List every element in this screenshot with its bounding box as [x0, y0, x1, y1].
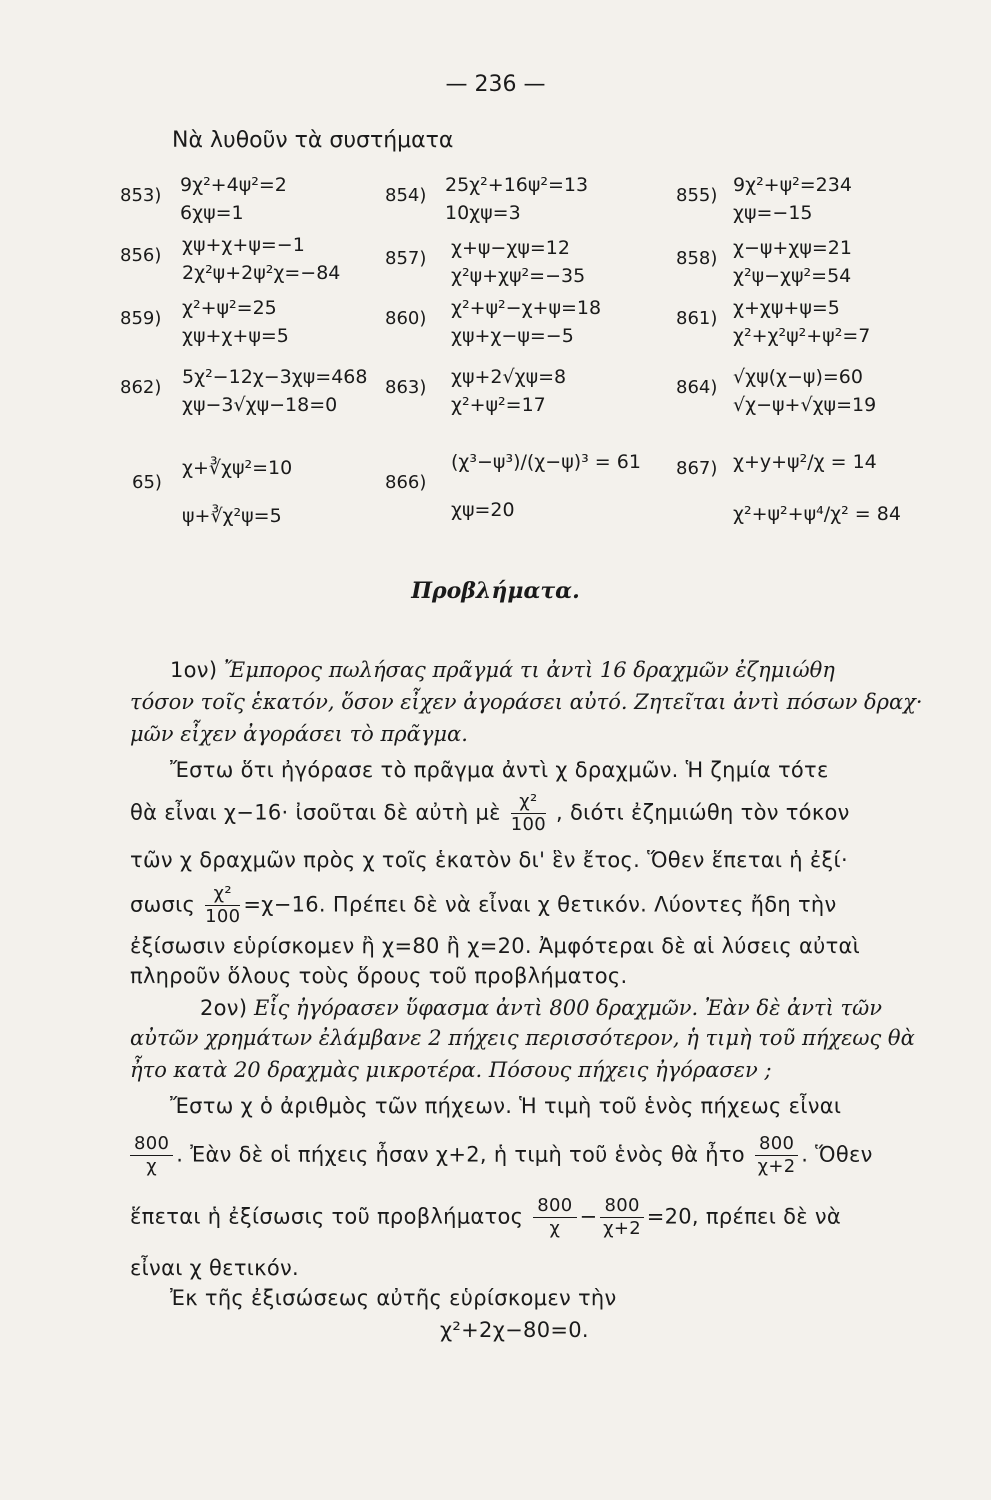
denominator: χ: [549, 1218, 561, 1239]
exercise-heading: Νὰ λυθοῦν τὰ συστήματα: [172, 128, 454, 153]
solution-2-line: [130, 1133, 873, 1178]
page-number: — 236 —: [445, 72, 546, 97]
fraction: [205, 883, 240, 928]
problem-1-line: [170, 655, 835, 686]
text: , διότι ἐζημιώθη τὸν τόκον: [556, 800, 850, 825]
solution-2-line: Ἔστω χ ὁ ἀριθμὸς τῶν πήχεων. Ἡ τιμὴ τοῦ ἑνὸς πήχεως εἶναι: [170, 1094, 842, 1118]
solution-1-line: πληροῦν ὅλους τοὺς ὅρους τοῦ προβλήματος.: [130, 964, 628, 988]
text: ἕπεται ἡ ἐξίσωσις τοῦ προβλήματος: [130, 1204, 524, 1229]
problem-1-line: τόσον τοῖς ἑκατόν, ὅσον εἶχεν ἀγοράσει αὐτό. Ζητεῖται ἀντὶ πόσων δραχ·: [130, 690, 923, 714]
fraction: [130, 1133, 173, 1178]
equation: 6χψ=1: [180, 202, 244, 224]
numerator: 800: [600, 1195, 643, 1218]
text: . Ὅθεν: [801, 1142, 873, 1167]
system-number: 856): [120, 245, 162, 266]
equation: χ+y+ψ²/χ = 14: [733, 451, 877, 473]
system-number: 860): [385, 308, 427, 329]
problem-label: 2ον): [200, 996, 248, 1020]
numerator: 800: [130, 1133, 173, 1156]
equation: χ²+ψ²=17: [451, 394, 546, 416]
equation: 25χ²+16ψ²=13: [445, 174, 589, 196]
system-number: 866): [385, 472, 427, 493]
denominator: 100: [510, 814, 547, 835]
system-number: 855): [676, 185, 718, 206]
equation: χψ=−15: [733, 202, 813, 224]
equation: 2χ²ψ+2ψ²χ=−84: [182, 262, 341, 284]
text: =χ−16. Πρέπει δὲ νὰ εἶναι χ θετικόν. Λύοντες ἤδη τὴν: [243, 892, 837, 917]
equation: √χ−ψ+√χψ=19: [733, 394, 877, 416]
numerator: 800: [755, 1133, 798, 1156]
fraction: [600, 1195, 643, 1240]
equation: χ−ψ+χψ=21: [733, 237, 852, 259]
text: =20, πρέπει δὲ νὰ: [646, 1204, 842, 1229]
text: . Ἐὰν δὲ οἱ πήχεις ἦσαν χ+2, ἡ τιμὴ τοῦ ἑνὸς θὰ ἦτο: [176, 1142, 745, 1167]
equation: χψ+χ+ψ=5: [182, 325, 289, 347]
system-number: 854): [385, 185, 427, 206]
system-number: 863): [385, 377, 427, 398]
problem-2-line: αὐτῶν χρημάτων ἐλάμβανε 2 πήχεις περισσότερον, ἡ τιμὴ τοῦ πήχεως θὰ: [130, 1026, 915, 1050]
solution-1-line: τῶν χ δραχμῶν πρὸς χ τοῖς ἑκατὸν δι' ἓν ἔτος. Ὅθεν ἕπεται ἡ ἐξί·: [130, 848, 848, 872]
equation: √χψ(χ−ψ)=60: [733, 366, 863, 388]
denominator: χ+2: [603, 1218, 641, 1239]
fraction: [533, 1195, 576, 1240]
system-number: 862): [120, 377, 162, 398]
equation: χ²+χ²ψ²+ψ²=7: [733, 325, 871, 347]
system-number: 858): [676, 248, 718, 269]
system-number: 867): [676, 458, 718, 479]
final-equation: χ²+2χ−80=0.: [440, 1318, 589, 1342]
system-number: 857): [385, 248, 427, 269]
equation: χψ+χ−ψ=−5: [451, 325, 574, 347]
equation: χ²+ψ²−χ+ψ=18: [451, 297, 602, 319]
equation: χ²+ψ²+ψ⁴/χ² = 84: [733, 503, 901, 525]
equation: χψ−3√χψ−18=0: [182, 394, 338, 416]
numerator: χ²: [511, 791, 546, 814]
system-number: 864): [676, 377, 718, 398]
equation: χ+χψ+ψ=5: [733, 297, 840, 319]
problem-label: 1ον): [170, 658, 218, 682]
solution-2-line: εἶναι χ θετικόν.: [130, 1256, 299, 1280]
text: σωσις: [130, 892, 196, 917]
problem-2-line: [200, 993, 882, 1024]
denominator: χ: [146, 1156, 157, 1177]
equation: 10χψ=3: [445, 202, 521, 224]
numerator: χ²: [205, 883, 240, 906]
solution-1-line: ἐξίσωσιν εὑρίσκομεν ἢ χ=80 ἢ χ=20. Ἀμφότεραι δὲ αἱ λύσεις αὐταὶ: [130, 934, 861, 958]
solution-2-line: Ἐκ τῆς ἐξισώσεως αὐτῆς εὑρίσκομεν τὴν: [170, 1286, 617, 1310]
equation: χ²ψ−χψ²=54: [733, 265, 852, 287]
solution-2-line: [130, 1195, 841, 1240]
solution-1-line: [130, 791, 850, 836]
system-number: 65): [132, 472, 162, 493]
text: θὰ εἶναι χ−16· ἰσοῦται δὲ αὐτὴ μὲ: [130, 800, 501, 825]
problems-title: Προβλήματα.: [411, 578, 580, 604]
system-number: 859): [120, 308, 162, 329]
denominator: 100: [205, 906, 241, 927]
equation: (χ³−ψ³)/(χ−ψ)³ = 61: [451, 451, 641, 473]
problem-text: Ἔμπορος πωλήσας πρᾶγμά τι ἀντὶ 16 δραχμῶν ἐζημιώθη: [224, 658, 835, 682]
numerator: 800: [533, 1195, 576, 1218]
equation: 9χ²+ψ²=234: [733, 174, 852, 196]
equation: χ+∛χψ²=10: [182, 457, 293, 479]
solution-1-line: [130, 883, 837, 928]
system-number: 853): [120, 185, 162, 206]
equation: χ+ψ−χψ=12: [451, 237, 570, 259]
equation: χψ+2√χψ=8: [451, 366, 567, 388]
denominator: χ+2: [757, 1156, 796, 1177]
problem-text: Εἷς ἠγόρασεν ὕφασμα ἀντὶ 800 δραχμῶν. Ἐὰν δὲ ἀντὶ τῶν: [254, 996, 882, 1020]
solution-1-line: Ἔστω ὅτι ἠγόρασε τὸ πρᾶγμα ἀντὶ χ δραχμῶν. Ἡ ζημία τότε: [170, 758, 829, 782]
equation: χ²ψ+χψ²=−35: [451, 265, 586, 287]
minus-sign: −: [579, 1204, 598, 1229]
equation: χψ=20: [451, 499, 515, 521]
problem-1-line: μῶν εἶχεν ἀγοράσει τὸ πρᾶγμα.: [130, 722, 468, 746]
equation: χ²+ψ²=25: [182, 297, 277, 319]
fraction: [511, 791, 546, 836]
equation: ψ+∛χ²ψ=5: [182, 505, 282, 527]
equation: χψ+χ+ψ=−1: [182, 234, 305, 256]
equation: 5χ²−12χ−3χψ=468: [182, 366, 368, 388]
equation: 9χ²+4ψ²=2: [180, 174, 287, 196]
problem-2-line: ἦτο κατὰ 20 δραχμὰς μικροτέρα. Πόσους πήχεις ἠγόρασεν ;: [130, 1058, 772, 1082]
system-number: 861): [676, 308, 718, 329]
fraction: [755, 1133, 798, 1178]
